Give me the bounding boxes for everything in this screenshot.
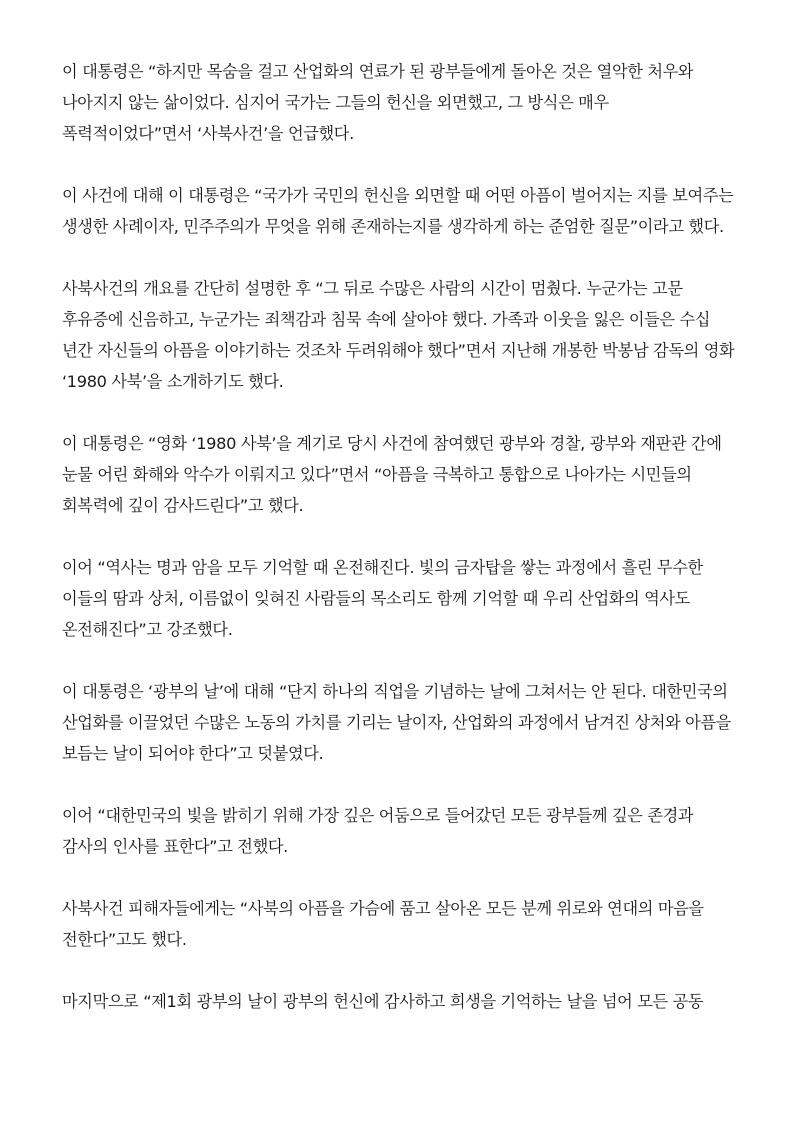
article-paragraph: 이어 “역사는 명과 암을 모두 기억할 때 온전해진다. 빛의 금자탑을 쌓는 과정에서 흘린 무수한 이들의 땀과 상처, 이름없이 잊혀진 사람들의 목소리도 함께 기억할 때 우리 산업화의 역사도 온전해진다”고 강조했다.: [62, 558, 703, 639]
article-paragraph: 이 사건에 대해 이 대통령은 “국가가 국민의 헌신을 외면할 때 어떤 아픔이 벌어지는 지를 보여주는 생생한 사례이자, 민주주의가 무엇을 위해 존재하는지를 생각하게 하는 준엄한 질문”이라고 했다.: [62, 186, 734, 236]
article-paragraph: 이어 “대한민국의 빛을 밝히기 위해 가장 깊은 어둠으로 들어갔던 모든 광부들께 깊은 존경과 감사의 인사를 표한다”고 전했다.: [62, 806, 694, 856]
article-paragraph: 마지막으로 “제1회 광부의 날이 광부의 헌신에 감사하고 희생을 기억하는 날을 넘어 모든 공동: [62, 992, 704, 1011]
article-paragraph: 이 대통령은 “영화 ‘1980 사북’을 계기로 당시 사건에 참여했던 광부와 경찰, 광부와 재판관 간에 눈물 어린 화해와 악수가 이뤄지고 있다”면서 “아픔을 극복하고 통합으로 나아가는 시민들의 회복력에 깊이 감사드린다”고 했다.: [62, 434, 722, 515]
article-body: [62, 56, 738, 1048]
article-paragraph: 사북사건의 개요를 간단히 설명한 후 “그 뒤로 수많은 사람의 시간이 멈췄다. 누군가는 고문 후유증에 신음하고, 누군가는 죄책감과 침묵 속에 살아야 했다. 가족과 이웃을 잃은 이들은 수십 년간 자신들의 아픔을 이야기하는 것조차 두려워해야 했다”면서 지난해 개봉한 박봉남 감독의 영화 ‘1980 사북’을 소개하기도 했다.: [62, 279, 735, 391]
article-paragraph: 사북사건 피해자들에게는 “사북의 아픔을 가슴에 품고 살아온 모든 분께 위로와 연대의 마음을 전한다”고도 했다.: [62, 899, 704, 949]
article-paragraph: 이 대통령은 ‘광부의 날’에 대해 “단지 하나의 직업을 기념하는 날에 그쳐서는 안 된다. 대한민국의 산업화를 이끌었던 수많은 노동의 가치를 기리는 날이자, 산업화의 과정에서 남겨진 상처와 아픔을 보듬는 날이 되어야 한다”고 덧붙였다.: [62, 682, 732, 763]
article-paragraph: 이 대통령은 “하지만 목숨을 걸고 산업화의 연료가 된 광부들에게 돌아온 것은 열악한 처우와 나아지지 않는 삶이었다. 심지어 국가는 그들의 헌신을 외면했고, 그 방식은 매우 폭력적이었다”면서 ‘사북사건’을 언급했다.: [62, 62, 694, 143]
